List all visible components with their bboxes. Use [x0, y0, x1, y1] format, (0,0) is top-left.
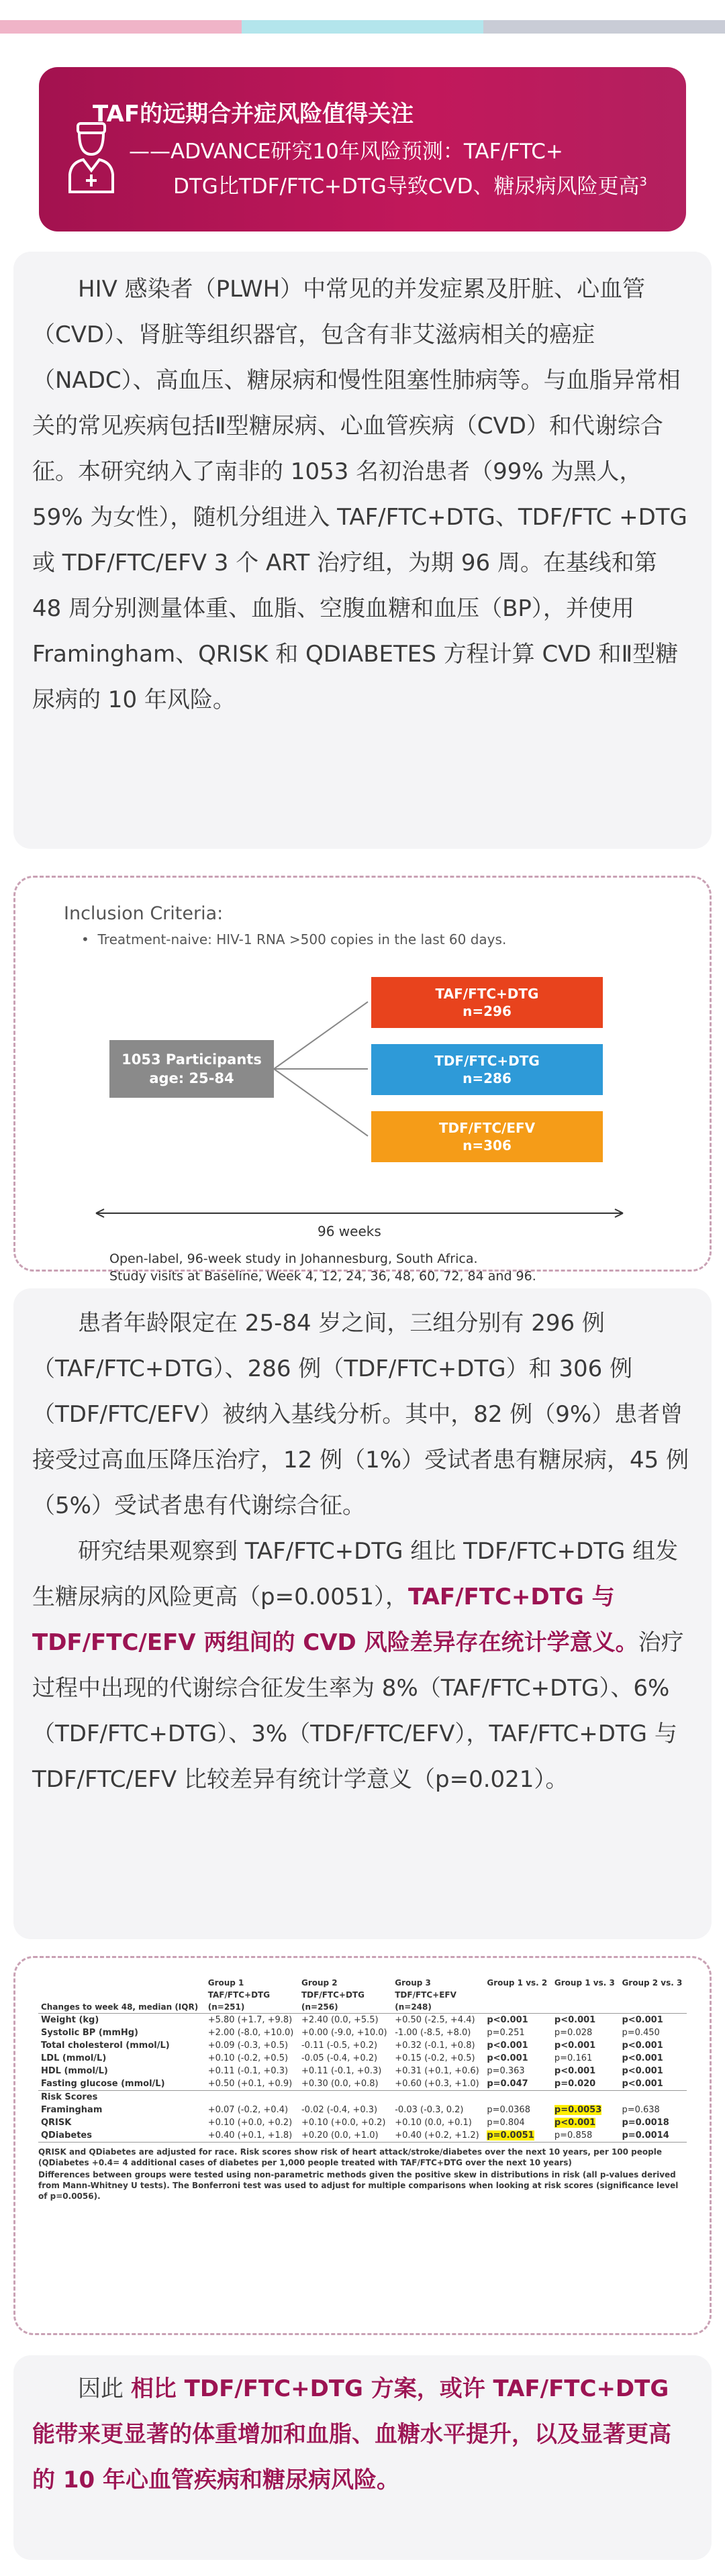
arm-name: TDF/FTC+DTG: [434, 1053, 540, 1069]
table-cell: QDiabetes: [41, 2130, 92, 2141]
table-cell: p=0.020: [554, 2079, 596, 2089]
top-color-bar: [0, 20, 725, 34]
table-cell: QRISK: [41, 2118, 72, 2128]
table-cell: p<0.001: [622, 2053, 663, 2063]
table-cell: Framingham: [41, 2105, 103, 2115]
arm-taf-ftc-dtg: [371, 977, 603, 1028]
arm-n: n=286: [463, 1070, 512, 1086]
color-bar-grey: [483, 20, 725, 34]
table-cell: p=0.858: [554, 2130, 593, 2141]
header-subtitle-line2: [173, 169, 647, 199]
intro-paragraph: HIV 感染者（PLWH）中常见的并发症累及肝脏、心血管（CVD）、肾脏等组织器官，包含有非艾滋病相关的癌症（NADC）、高血压、糖尿病和慢性阻塞性肺病等。与血脂异常相关的常见疾病包括Ⅱ型糖尿病、心血管疾病（CVD）和代谢综合征。本研究纳入了南非的 1053 名初治患者（99% 为黑人，59% 为女性），随机分组进入 TAF/FTC+DTG、TDF/FTC +DTG 或 TDF/FTC/EFV 3 个 ART 治疗组，为期 96 周。在基线和第 48 周分别测量体重、血脂、空腹血糖和血压（BP），并使用 Framingham、QRISK 和 QDIABETES 方程计算 CVD 和Ⅱ型糖尿病的 10 年风险。: [32, 276, 687, 713]
results-table-figure: [13, 1956, 712, 2335]
table-cell: p<0.001: [554, 2041, 596, 2051]
arm-tdf-ftc-dtg: [371, 1044, 603, 1095]
table-row: [38, 2026, 687, 2039]
table-cell: +0.40 (+0.1, +1.8): [207, 2130, 293, 2141]
table-cell: p=0.0018: [622, 2118, 669, 2128]
results-paragraph-2: [32, 1529, 693, 1802]
table-footnote-2: Differences between groups were tested using non-parametric methods given the positive skew in distributions in risk (all p-values derived from Mann-Whitney U tests). The Bonferroni test was used to adjust for multiple comparisons when looking at risk scores (significance level of p=0.0056).: [38, 2170, 679, 2201]
table-cell: +0.20 (0.0, +1.0): [301, 2130, 379, 2141]
participants-age: age: 25-84: [149, 1070, 234, 1086]
table-cell: +0.00 (-9.0, +10.0): [301, 2028, 387, 2038]
table-cell: +0.31 (+0.1, +0.6): [395, 2066, 479, 2076]
conclusion-lead: 因此: [78, 2375, 131, 2402]
results-card: [13, 1288, 712, 1939]
arm-n: n=306: [463, 1137, 512, 1153]
table-footnote-1: QRISK and QDiabetes are adjusted for race. Risk scores show risk of heart attack/stroke/diabetes over the next 10 years, per 100 people (QDiabetes +0.4= 4 additional cases of diabetes per 1,000 people treated with TAF/FTC+DTG over the next 10 years): [38, 2147, 662, 2167]
table-row: [38, 2077, 687, 2091]
table-cell: p<0.001: [622, 2066, 663, 2076]
table-cell: +5.80 (+1.7, +9.8): [207, 2015, 293, 2025]
table-cell: (n=248): [395, 2002, 432, 2012]
table-cell: LDL (mmol/L): [41, 2053, 107, 2063]
table-n-row: [38, 2001, 687, 2014]
table-cell: +0.15 (-0.2, +0.5): [395, 2053, 475, 2063]
results-text-c: 治疗过程中出现的代谢综合征发生率为 8%（TAF/FTC+DTG）、6%（TDF/FTC+DTG）、3%（TDF/FTC/EFV），TAF/FTC+DTG 与 TDF/FTC/EFV 比较差异有统计学意义（p=0.021）。: [32, 1629, 684, 1793]
arm-n: n=296: [463, 1003, 512, 1019]
table-subheader: TDF/FTC+EFV: [395, 1990, 456, 2000]
table-cell: +0.07 (-0.2, +0.4): [207, 2105, 289, 2115]
header-subtitle-line1: ——ADVANCE研究10年风险预测：TAF/FTC+: [129, 140, 563, 164]
section-header: [39, 67, 686, 231]
table-cell: +0.10 (0.0, +0.1): [395, 2118, 472, 2128]
table-cell: +0.50 (-2.5, +4.4): [395, 2015, 475, 2025]
color-bar-teal: [242, 20, 483, 34]
participants-count: 1053 Participants: [122, 1051, 262, 1068]
results-text-a: 研究结果观察到 TAF/FTC+DTG 组比 TDF/FTC+DTG 组发生糖尿病的风险更高（p=0.0051），: [32, 1538, 679, 1610]
table-header: Group 2: [301, 1978, 338, 1988]
table-cell: p=0.450: [622, 2028, 660, 2038]
reference-superscript: 3: [639, 174, 647, 189]
table-cell: p<0.001: [554, 2066, 596, 2076]
inclusion-item-text: Treatment-naive: HIV-1 RNA >500 copies in the last 60 days.: [97, 931, 507, 947]
inclusion-item: • Treatment-naive: HIV-1 RNA >500 copies in the last 60 days.: [81, 931, 507, 947]
table-cell: +0.32 (-0.1, +0.8): [395, 2041, 475, 2051]
table-cell: +0.09 (-0.3, +0.5): [207, 2041, 289, 2051]
table-cell: +0.10 (-0.2, +0.5): [207, 2053, 289, 2063]
table-header: [38, 1977, 205, 1989]
results-paragraph-1: 患者年龄限定在 25-84 岁之间，三组分别有 296 例（TAF/FTC+DTG）、286 例（TDF/FTC+DTG）和 306 例（TDF/FTC/EFV）被纳入基线分析。其中，82 例（9%）患者曾接受过高血压降压治疗，12 例（1%）受试者患有糖尿病，45 例（5%）受试者患有代谢综合征。: [32, 1310, 689, 1519]
table-cell: +0.10 (+0.0, +0.2): [301, 2118, 386, 2128]
table-cell: Fasting glucose (mmol/L): [41, 2079, 165, 2089]
table-cell: p=0.251: [487, 2028, 525, 2038]
table-cell: -0.02 (-0.4, +0.3): [301, 2105, 378, 2115]
doctor-icon: [66, 122, 117, 196]
table-cell: Systolic BP (mmHg): [41, 2028, 138, 2038]
table-cell: +0.40 (+0.2, +1.2): [395, 2130, 479, 2141]
table-header: Group 1 vs. 3: [554, 1978, 615, 1988]
arm-tdf-ftc-efv: [371, 1111, 603, 1162]
table-cell: p<0.001: [622, 2041, 663, 2051]
table-cell: p=0.047: [487, 2079, 528, 2089]
table-header: Group 1 vs. 2: [487, 1978, 548, 1988]
study-design-figure: [13, 876, 712, 1284]
intro-card: [13, 252, 712, 849]
table-header: Group 3: [395, 1978, 431, 1988]
table-cell: p<0.001: [554, 2015, 596, 2025]
table-cell: p<0.001: [487, 2015, 528, 2025]
color-bar-pink: [0, 20, 242, 34]
table-cell: p=0.363: [487, 2066, 525, 2076]
table-cell: (n=251): [207, 2002, 245, 2012]
table-cell: +0.60 (+0.3, +1.0): [395, 2079, 479, 2089]
table-cell: p<0.001: [622, 2015, 663, 2025]
table-row: [38, 2052, 687, 2065]
table-row: [38, 2014, 687, 2027]
risk-scores-label-row: [38, 2091, 687, 2104]
table-cell: -0.03 (-0.3, 0.2): [395, 2105, 464, 2115]
highlighted-p-value: p=0.0051: [487, 2130, 534, 2141]
header-title: TAF的远期合并症风险值得关注: [93, 101, 414, 127]
study-note-line2: Study visits at Baseline, Week 4, 12, 24, 36, 48, 60, 72, 84 and 96.: [109, 1269, 536, 1284]
table-cell: -1.00 (-8.5, +8.0): [395, 2028, 471, 2038]
table-row: [38, 2039, 687, 2052]
table-cell: p=0.028: [554, 2028, 593, 2038]
highlighted-p-value: p=0.0053: [554, 2105, 602, 2115]
table-cell: -0.05 (-0.4, +0.2): [301, 2053, 378, 2063]
table-cell: +0.10 (+0.0, +0.2): [207, 2118, 293, 2128]
study-note-line1: Open-label, 96-week study in Johannesburg, South Africa.: [109, 1251, 478, 1266]
table-cell: +0.11 (-0.1, +0.3): [301, 2066, 382, 2076]
table-cell: Weight (kg): [41, 2015, 99, 2025]
table-cell: +0.30 (0.0, +0.8): [301, 2079, 379, 2089]
table-cell: p<0.001: [487, 2041, 528, 2051]
table-cell: +2.00 (-8.0, +10.0): [207, 2028, 294, 2038]
duration-label: 96 weeks: [318, 1223, 381, 1239]
table-subheader: [38, 1989, 205, 2001]
table-cell: p<0.001: [487, 2053, 528, 2063]
risk-scores-label: Risk Scores: [41, 2092, 98, 2102]
subtitle-text: DTG比TDF/FTC+DTG导致CVD、糖尿病风险更高: [173, 174, 640, 199]
table-cell: p=0.0014: [622, 2130, 669, 2141]
table-cell: HDL (mmol/L): [41, 2066, 108, 2076]
conclusion-card: [13, 2355, 712, 2560]
table-cell: +0.50 (+0.1, +0.9): [207, 2079, 293, 2089]
table-cell: p=0.804: [487, 2118, 525, 2128]
table-header: Group 2 vs. 3: [622, 1978, 683, 1988]
participants-box: [109, 1040, 274, 1098]
results-emphasis: TAF/FTC+DTG 与 TDF/FTC/EFV 两组间的 CVD 风险差异存在统计学意义。: [32, 1584, 638, 1656]
table-cell: Changes to week 48, median (IQR): [41, 2002, 199, 2012]
table-cell: +2.40 (0.0, +5.5): [301, 2015, 379, 2025]
conclusion-emphasis: 相比 TDF/FTC+DTG 方案，或许 TAF/FTC+DTG 能带来更显著的体重增加和血脂、血糖水平提升，以及显著更高的 10 年心血管疾病和糖尿病风险。: [32, 2375, 671, 2493]
highlighted-p-value: p<0.001: [554, 2118, 596, 2128]
table-row: [38, 2129, 687, 2143]
table-cell: p=0.0368: [487, 2105, 530, 2115]
table-cell: +0.11 (-0.1, +0.3): [207, 2066, 289, 2076]
results-table: [38, 1977, 687, 2143]
table-row: [38, 2065, 687, 2077]
study-note: [109, 1250, 536, 1285]
table-header-row: [38, 1977, 687, 1989]
table-header: Group 1: [207, 1978, 244, 1988]
table-row: [38, 2104, 687, 2116]
table-cell: Total cholesterol (mmol/L): [41, 2041, 170, 2051]
table-cell: p=0.638: [622, 2105, 660, 2115]
table-cell: p<0.001: [622, 2079, 663, 2089]
table-subheader: TAF/FTC+DTG: [207, 1990, 271, 2000]
table-cell: (n=256): [301, 2002, 338, 2012]
table-row: [38, 2116, 687, 2129]
inclusion-title: Inclusion Criteria:: [64, 903, 224, 924]
table-subheader-row: [38, 1989, 687, 2001]
table-cell: -0.11 (-0.5, +0.2): [301, 2041, 378, 2051]
table-cell: p=0.161: [554, 2053, 593, 2063]
arm-name: TDF/FTC/EFV: [438, 1120, 536, 1136]
table-subheader: TDF/FTC+DTG: [301, 1990, 365, 2000]
arm-name: TAF/FTC+DTG: [435, 986, 539, 1002]
conclusion-paragraph: [32, 2366, 693, 2503]
